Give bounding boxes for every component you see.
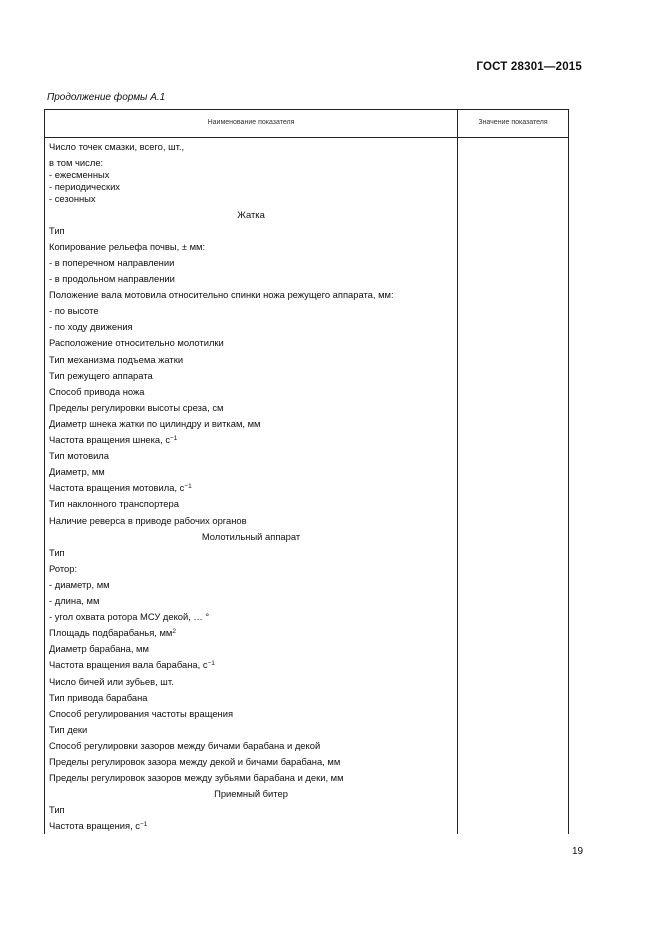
column-divider [457, 110, 458, 834]
row-text: Частота вращения вала барабана, с [49, 659, 208, 670]
superscript: −1 [139, 821, 148, 828]
form-caption: Продолжение формы А.1 [47, 92, 166, 103]
table-row: - в поперечном направлении [49, 257, 175, 268]
section-heading: Жатка [237, 209, 265, 220]
table-row: Пределы регулировок зазоров между зубьями барабана и деки, мм [49, 772, 344, 783]
table-row [49, 820, 147, 832]
table-row: Тип [49, 547, 65, 558]
table-row: в том числе: [49, 157, 104, 168]
table-row: Ротор: [49, 563, 78, 574]
table-row: Способ регулировки зазоров между бичами барабана и декой [49, 740, 321, 751]
document-code: ГОСТ 28301—2015 [476, 61, 582, 73]
table-row: - в продольном направлении [49, 273, 175, 284]
table-header [45, 110, 568, 138]
table-row: Тип привода барабана [49, 692, 148, 703]
table-row: Диаметр, мм [49, 466, 105, 477]
row-text: Частота вращения мотовила, с [49, 482, 185, 493]
table-row: - по ходу движения [49, 321, 133, 332]
superscript: −1 [207, 660, 215, 667]
table-row: Тип мотовила [49, 450, 109, 461]
table-row [49, 482, 192, 494]
indicator-table [44, 109, 569, 834]
table-row: Тип наклонного транспортера [49, 498, 179, 509]
table-row: - сезонных [49, 193, 96, 204]
column-header-value: Значение показателя [478, 119, 548, 126]
table-row: Тип деки [49, 724, 88, 735]
column-header-name: Наименование показателя [207, 119, 295, 126]
table-row [49, 627, 176, 639]
table-row: Диаметр шнека жатки по цилиндру и виткам, мм [49, 418, 261, 429]
table-row: Способ регулирования частоты вращения [49, 708, 234, 719]
superscript: −1 [184, 483, 192, 490]
page-number: 19 [572, 846, 584, 857]
table-row: Способ привода ножа [49, 386, 145, 397]
table-row: - периодических [49, 181, 120, 192]
table-row: Тип механизма подъема жатки [49, 354, 184, 365]
row-text: Площадь подбарабанья, мм [49, 627, 173, 638]
section-heading: Молотильный аппарат [201, 531, 301, 542]
table-row: Пределы регулировки высоты среза, см [49, 402, 224, 413]
table-row: Диаметр барабана, мм [49, 643, 149, 654]
table-row: - угол охвата ротора МСУ декой, … ° [49, 611, 210, 622]
table-row: - длина, мм [49, 595, 100, 606]
table-row: Наличие реверса в приводе рабочих органов [49, 515, 247, 526]
table-row: Пределы регулировок зазора между декой и бичами барабана, мм [49, 756, 341, 767]
table-row: Тип режущего аппарата [49, 370, 153, 381]
table-row [49, 434, 177, 446]
superscript: 2 [172, 628, 176, 635]
section-heading: Приемный битер [214, 788, 288, 799]
table-row: - ежесменных [49, 169, 110, 180]
table-row: Копирование рельефа почвы, ± мм: [49, 241, 206, 252]
row-text: Частота вращения, с [49, 820, 140, 831]
table-row: Тип [49, 225, 65, 236]
table-row: Положение вала мотовила относительно спинки ножа режущего аппарата, мм: [49, 289, 394, 300]
row-text: Частота вращения шнека, с [49, 434, 171, 445]
superscript: −1 [170, 435, 178, 442]
table-row: Число бичей или зубьев, шт. [49, 676, 174, 687]
table-row [49, 659, 215, 671]
table-row: Тип [49, 804, 65, 815]
table-row: Число точек смазки, всего, шт., [49, 141, 185, 152]
table-row: - диаметр, мм [49, 579, 110, 590]
table-row: - по высоте [49, 305, 99, 316]
table-row: Расположение относительно молотилки [49, 337, 224, 348]
